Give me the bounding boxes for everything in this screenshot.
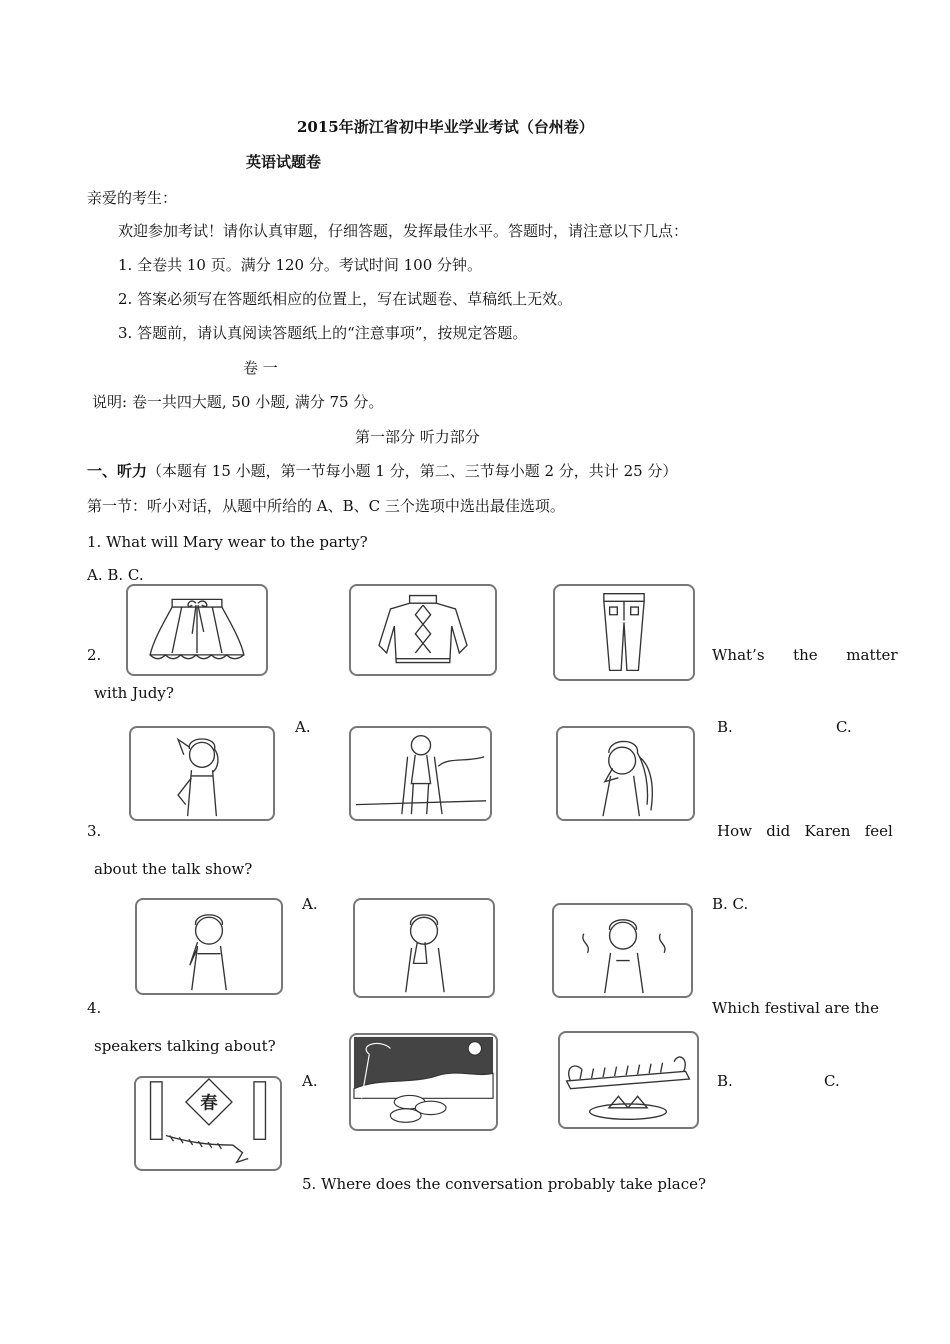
question-4-option-c: C. bbox=[824, 1072, 840, 1090]
spring-festival-picture bbox=[134, 1076, 282, 1171]
question-3-option-a: A. bbox=[302, 895, 318, 913]
question-4-number: 4. bbox=[87, 999, 102, 1017]
question-5-text: 5. Where does the conversation probably take place? bbox=[302, 1175, 707, 1193]
volume-note: 说明: 卷一共四大题, 50 小题, 满分 75 分。 bbox=[92, 393, 384, 411]
question-4-option-a: A. bbox=[302, 1072, 318, 1090]
spring-character: 春 bbox=[200, 1093, 218, 1114]
rule-3: 3. 答题前，请认真阅读答题纸上的“注意事项”，按规定答题。 bbox=[118, 324, 528, 342]
section-desc: （本题有 15 小题，第一节每小题 1 分，第二、三节每小题 2 分，共计 25 分） bbox=[147, 462, 678, 480]
exam-title: 2015年浙江省初中毕业学业考试（台州卷） bbox=[297, 118, 594, 136]
question-2-option-c: C. bbox=[836, 718, 852, 736]
girl-thinking-picture bbox=[135, 898, 283, 995]
question-2-option-a: A. bbox=[295, 718, 311, 736]
girl-angry-picture bbox=[552, 903, 693, 998]
sweater-picture bbox=[349, 584, 497, 676]
greeting: 亲爱的考生： bbox=[87, 189, 178, 207]
section-heading bbox=[87, 462, 677, 480]
welcome-text: 欢迎参加考试！请你认真审题，仔细答题，发挥最佳水平。答题时，请注意以下几点： bbox=[118, 222, 689, 240]
subsection-instruction: 第一节：听小对话，从题中所给的 A、B、C 三个选项中选出最佳选项。 bbox=[87, 497, 565, 515]
question-4-text-b: speakers talking about? bbox=[94, 1037, 276, 1055]
question-2-number: 2. bbox=[87, 646, 102, 664]
question-3-text-b: about the talk show? bbox=[94, 860, 253, 878]
rule-2: 2. 答案必须写在答题纸相应的位置上，写在试题卷、草稿纸上无效。 bbox=[118, 290, 573, 308]
question-3-number: 3. bbox=[87, 822, 102, 840]
girl-crutches-picture bbox=[349, 726, 492, 821]
question-4-text-a: Which festival are the bbox=[712, 999, 879, 1017]
jeans-picture bbox=[553, 584, 695, 681]
exam-subtitle: 英语试题卷 bbox=[246, 153, 322, 171]
part-heading: 第一部分 听力部分 bbox=[355, 428, 480, 446]
question-4-option-b: B. bbox=[717, 1072, 733, 1090]
section-title: 一、听力 bbox=[87, 462, 148, 480]
question-3-text-a: How did Karen feel bbox=[717, 822, 893, 840]
mid-autumn-picture bbox=[349, 1033, 498, 1131]
volume-label: 卷 一 bbox=[243, 359, 278, 377]
girl-crying-picture bbox=[353, 898, 495, 998]
question-1-options: A. B. C. bbox=[87, 566, 144, 584]
question-3-option-bc: B. C. bbox=[712, 895, 749, 913]
question-1-text: 1. What will Mary wear to the party? bbox=[87, 533, 368, 551]
rule-1: 1. 全卷共 10 页。满分 120 分。考试时间 100 分钟。 bbox=[118, 256, 483, 274]
question-2-text-b: with Judy? bbox=[94, 684, 174, 702]
girl-headache-picture bbox=[129, 726, 275, 821]
question-2-text-a: What’s the matter bbox=[712, 646, 898, 664]
dragon-boat-picture bbox=[558, 1031, 699, 1129]
skirt-picture bbox=[126, 584, 268, 676]
question-2-option-b: B. bbox=[717, 718, 733, 736]
girl-cough-picture bbox=[556, 726, 695, 821]
